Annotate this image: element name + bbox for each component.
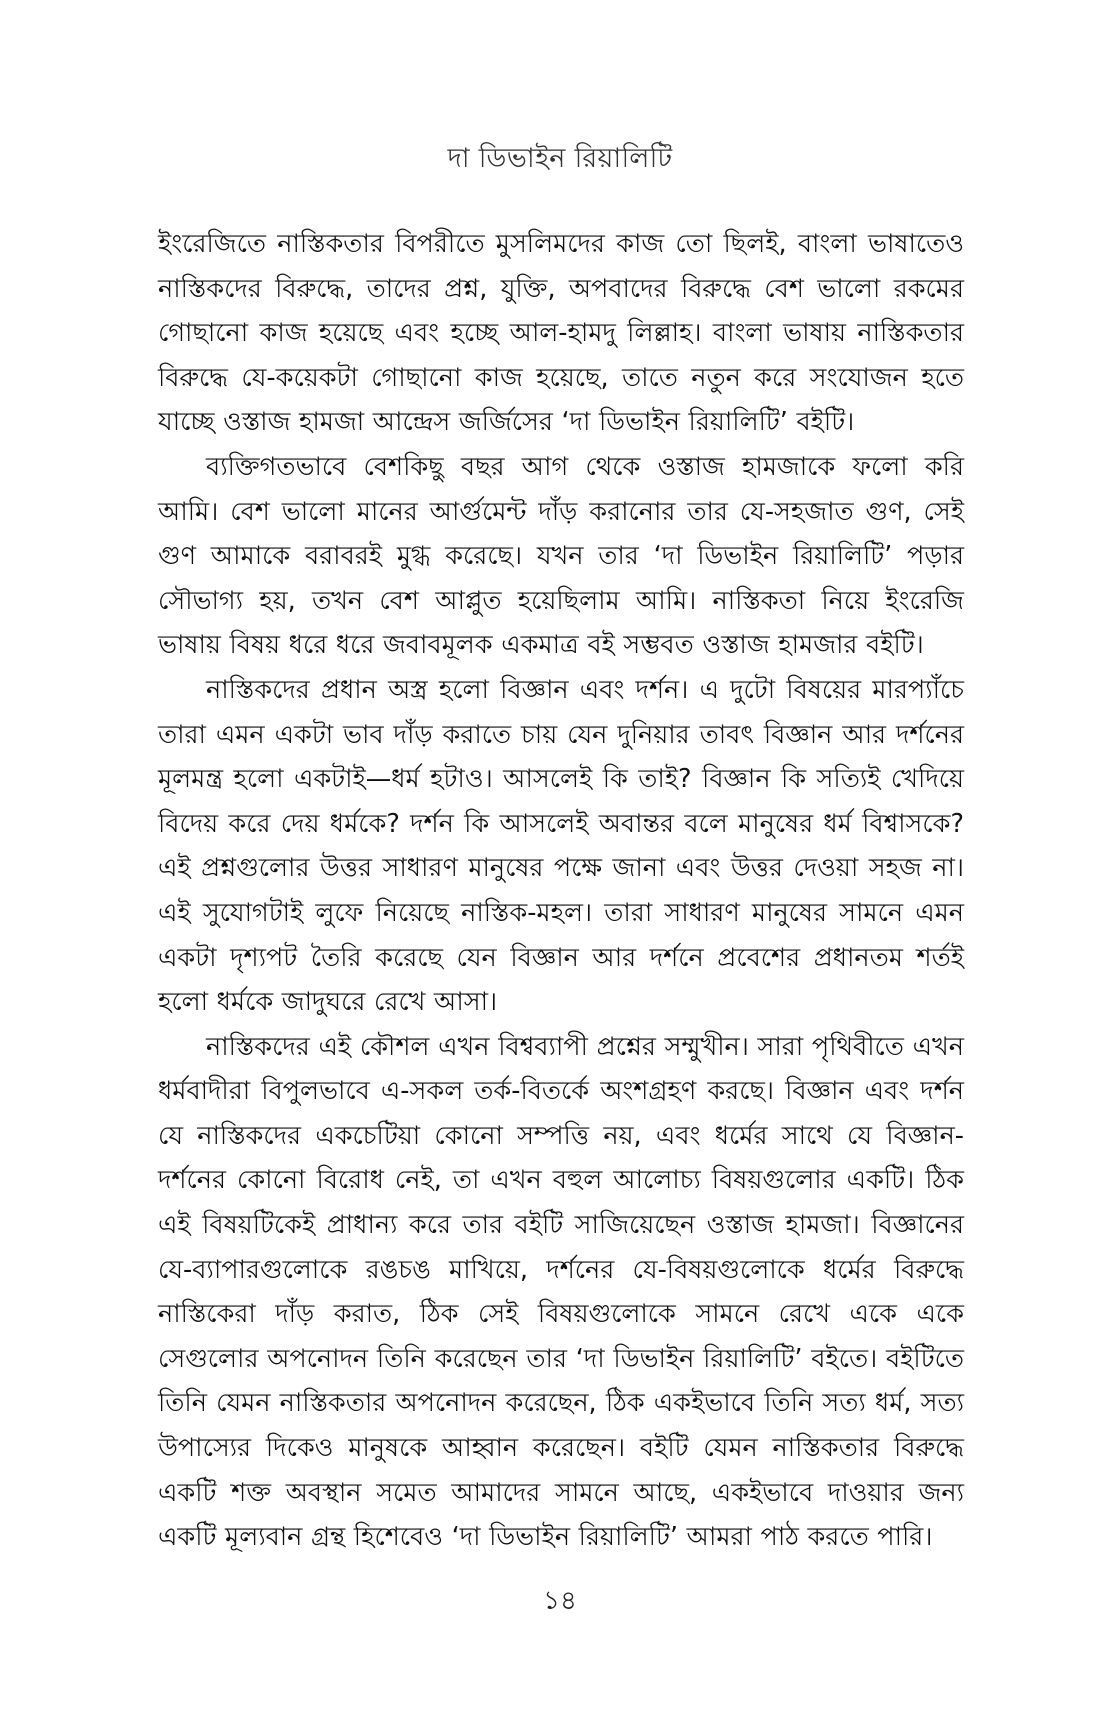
running-header: দা ডিভাইন রিয়ালিটি xyxy=(447,143,673,174)
paragraph-3: নাস্তিকদের প্রধান অস্ত্র হলো বিজ্ঞান এবং দর্শন। এ দুটো বিষয়ের মারপ্যাঁচে তারা এমন একটা ভাব দাঁড় করাতে চায় যেন দুনিয়ার তাবৎ বিজ্ঞান আর দর্শনের মূলমন্ত্র হলো একটাই—ধর্ম হটাও। আসলেই কি তাই? বিজ্ঞান কি সত্যিই খেদিয়ে বিদেয় করে দেয় ধর্মকে? দর্শন কি আসলেই অবান্তর বলে মানুষের ধর্ম বিশ্বাসকে? এই প্রশ্নগুলোর উত্তর সাধারণ মানুষের পক্ষে জানা এবং উত্তর দেওয়া সহজ না। এই সুযোগটাই লুফে নিয়েছে নাস্তিক-মহল। তারা সাধারণ মানুষের সামনে এমন একটা দৃশ্যপট তৈরি করেছে যেন বিজ্ঞান আর দর্শনে প্রবেশের প্রধানতম শর্তই হলো ধর্মকে জাদুঘরে রেখে আসা। xyxy=(158,674,964,1018)
body-text xyxy=(158,222,964,1560)
paragraph-1: ইংরেজিতে নাস্তিকতার বিপরীতে মুসলিমদের কাজ তো ছিলই, বাংলা ভাষাতেও নাস্তিকদের বিরুদ্ধে, তাদের প্রশ্ন, যুক্তি, অপবাদের বিরুদ্ধে বেশ ভালো রকমের গোছানো কাজ হয়েছে এবং হচ্ছে আল-হামদু লিল্লাহ। বাংলা ভাষায় নাস্তিকতার বিরুদ্ধে যে-কয়েকটা গোছানো কাজ হয়েছে, তাতে নতুন করে সংযোজন হতে যাচ্ছে ওস্তাজ হামজা আন্দ্রেস জর্জিসের ‘দা ডিভাইন রিয়ালিটি’ বইটি। xyxy=(158,229,964,438)
paragraph-2: ব্যক্তিগতভাবে বেশকিছু বছর আগ থেকে ওস্তাজ হামজাকে ফলো করি আমি। বেশ ভালো মানের আর্গুমেন্ট দাঁড় করানোর তার যে-সহজাত গুণ, সেই গুণ আমাকে বরাবরই মুগ্ধ করেছে। যখন তার ‘দা ডিভাইন রিয়ালিটি’ পড়ার সৌভাগ্য হয়, তখন বেশ আপ্লুত হয়েছিলাম আমি। নাস্তিকতা নিয়ে ইংরেজি ভাষায় বিষয় ধরে ধরে জবাবমূলক একমাত্র বই সম্ভবত ওস্তাজ হামজার বইটি। xyxy=(158,451,964,661)
page-number: ১৪ xyxy=(543,1586,577,1616)
paragraph-4: নাস্তিকদের এই কৌশল এখন বিশ্বব্যাপী প্রশ্নের সম্মুখীন। সারা পৃথিবীতে এখন ধর্মবাদীরা বিপুলভাবে এ-সকল তর্ক-বিতর্কে অংশগ্রহণ করছে। বিজ্ঞান এবং দর্শন যে নাস্তিকদের একচেটিয়া কোনো সম্পত্তি নয়, এবং ধর্মের সাথে যে বিজ্ঞান-দর্শনের কোনো বিরোধ নেই, তা এখন বহুল আলোচ্য বিষয়গুলোর একটি। ঠিক এই বিষয়টিকেই প্রাধান্য করে তার বইটি সাজিয়েছেন ওস্তাজ হামজা। বিজ্ঞানের যে-ব্যাপারগুলোকে রঙচঙ মাখিয়ে, দর্শনের যে-বিষয়গুলোকে ধর্মের বিরুদ্ধে নাস্তিকেরা দাঁড় করাত, ঠিক সেই বিষয়গুলোকে সামনে রেখে একে একে সেগুলোর অপনোদন তিনি করেছেন তার ‘দা ডিভাইন রিয়ালিটি’ বইতে। বইটিতে তিনি যেমন নাস্তিকতার অপনোদন করেছেন, ঠিক একইভাবে তিনি সত্য ধর্ম, সত্য উপাস্যের দিকেও মানুষকে আহ্বান করেছেন। বইটি যেমন নাস্তিকতার বিরুদ্ধে একটি শক্ত অবস্থান সমেত আমাদের সামনে আছে, একইভাবে দাওয়ার জন্য একটি মূল্যবান গ্রন্থ হিশেবেও ‘দা ডিভাইন রিয়ালিটি’ আমরা পাঠ করতে পারি। xyxy=(158,1031,964,1553)
